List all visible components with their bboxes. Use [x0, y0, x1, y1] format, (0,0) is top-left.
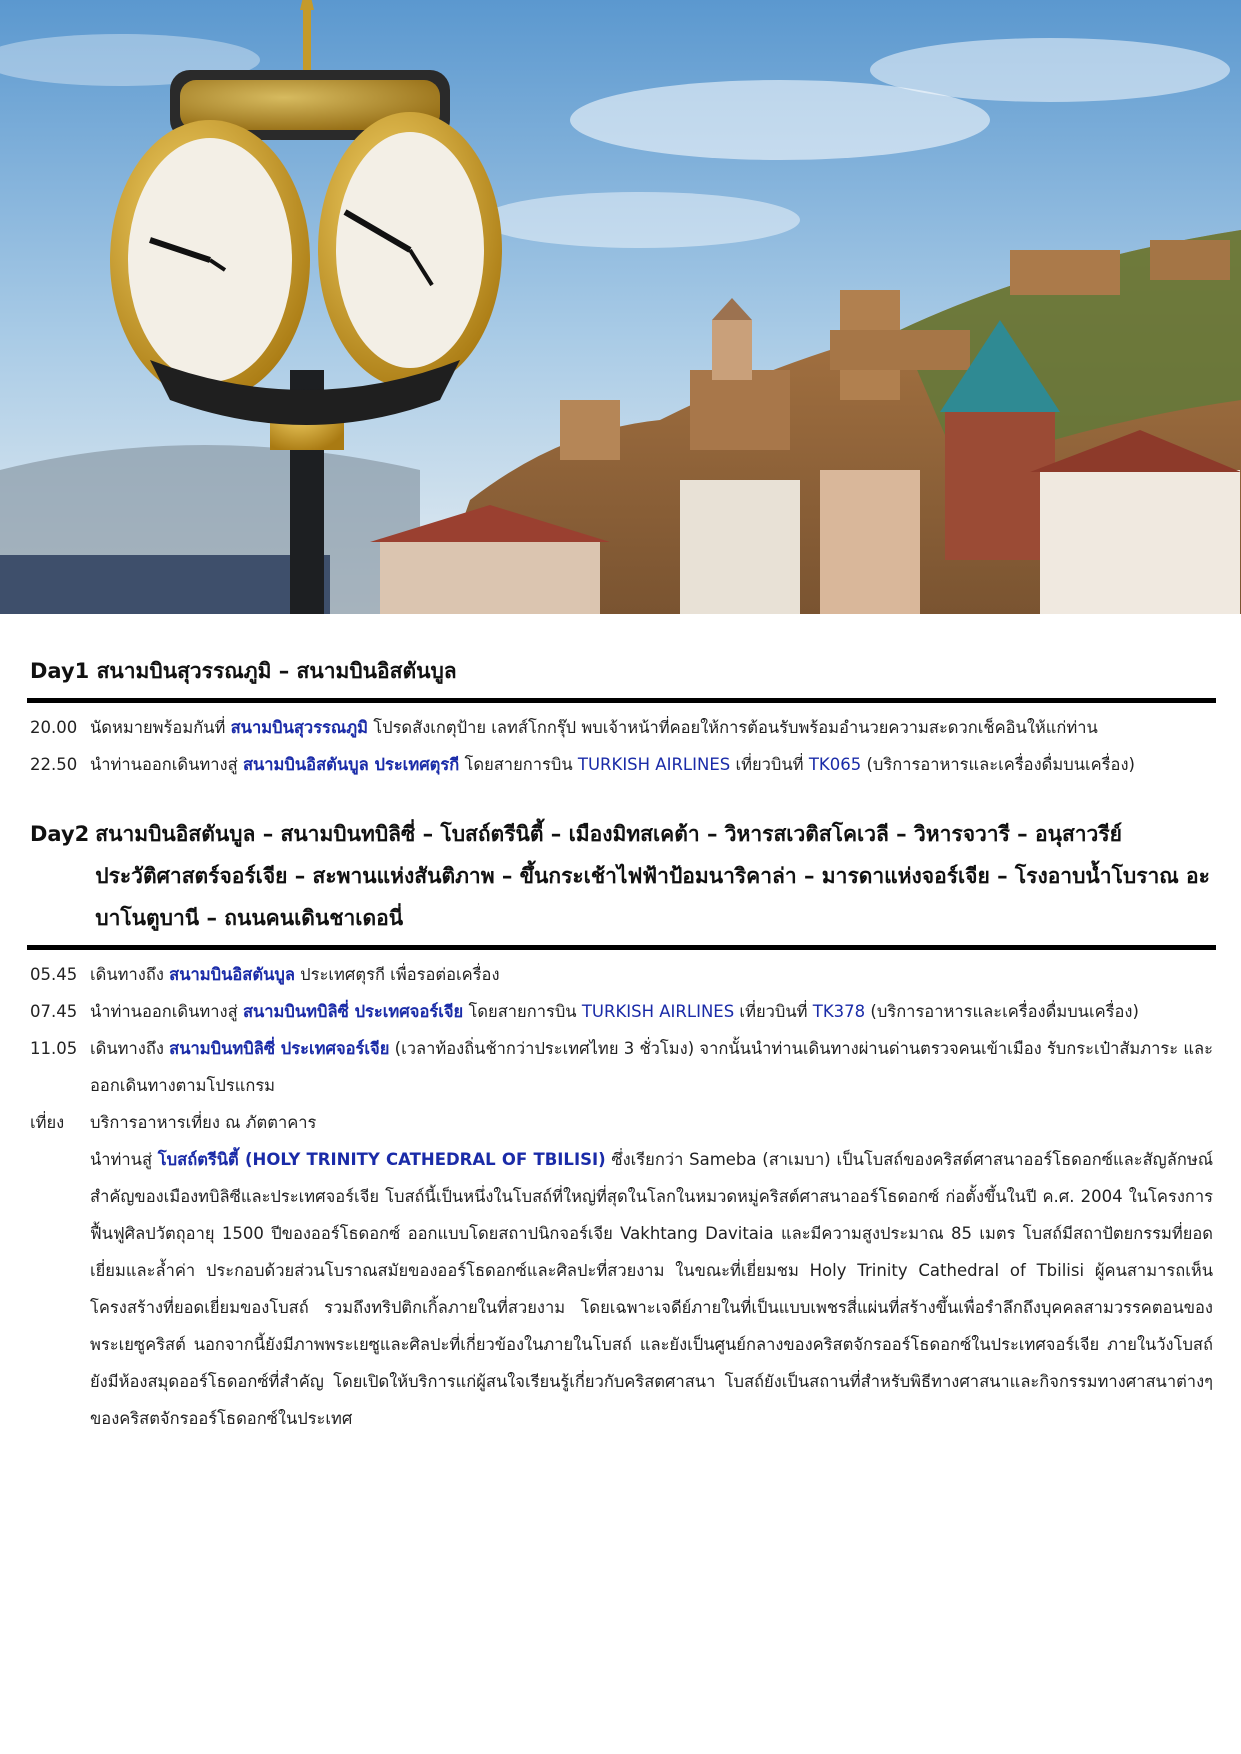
day2-item-2: [30, 993, 1213, 1030]
flight-number: TK378: [812, 1002, 866, 1021]
item-desc: นำท่านออกเดินทางสู่ สนามบินอิสตันบูล ประเทศตุรกี โดยสายการบิน TURKISH AIRLINES เที่ยวบินที่ TK065 (บริการอาหารและเครื่องดื่มบนเครื่อง): [90, 755, 1135, 774]
item-desc: เดินทางถึง สนามบินอิสตันบูล ประเทศตุรกี เพื่อรอต่อเครื่อง: [90, 965, 500, 984]
item-desc: เดินทางถึง สนามบินทบิลิซี่ ประเทศจอร์เจีย (เวลาท้องถิ่นช้ากว่าประเทศไทย 3 ชั่วโมง) จากนั้นนำท่านเดินทางผ่านด่านตรวจคนเข้าเมือง รับกระเป๋าสัมภาระ และออกเดินทางตามโปรแกรม: [90, 1039, 1213, 1095]
item-desc: นัดหมายพร้อมกันที่ สนามบินสุวรรณภูมิ โปรดสังเกตุป้าย เลทส์โกกรุ๊ป พบเจ้าหน้าที่คอยให้การต้อนรับพร้อมอำนวยความสะดวกเช็คอินให้แก่ท่าน: [90, 718, 1098, 737]
cathedral-description: นำท่านสู่ โบสถ์ตรีนิตี้ (HOLY TRINITY CATHEDRAL OF TBILISI) ซึ่งเรียกว่า Sameba (สาเมบา) เป็นโบสถ์ของคริสต์ศาสนาออร์โธดอกซ์และสัญลักษณ์สำคัญของเมืองทบิลิซีและประเทศจอร์เจีย โบสถ์นี้เป็นหนึ่งในโบสถ์ที่ใหญ่ที่สุดในโลกในหมวดหมู่คริสต์ศาสนาออร์โธดอกซ์ ก่อตั้งขึ้นในปี ค.ศ. 2004 ในโครงการฟื้นฟูศิลปวัตถุอายุ 1500 ปีของออร์โธดอกซ์ ออกแบบโดยสถาปนิกจอร์เจีย Vakhtang Davitaia และมีความสูงประมาณ 85 เมตร โบสถ์มีสถาปัตยกรรมที่ยอดเยี่ยมและล้ำค่า ประกอบด้วยส่วนโบราณสมัยของออร์โธดอกซ์และศิลปะที่สวยงาม ในขณะที่เยี่ยมชม Holy Trinity Cathedral of Tbilisi ผู้คนสามารถเห็นโครงสร้างที่ยอดเยี่ยมของโบสถ์ รวมถึงทริปติกเกิ้ลภายในที่สวยงาม โดยเฉพาะเจดีย์ภายในที่เป็นแบบเพชรสี่แผ่นที่สร้างขึ้นเพื่อรำลึกถึงบุคคลสามวรรคตอนของพระเยซูคริสต์ นอกจากนี้ยังมีภาพพระเยซูและศิลปะที่เกี่ยวข้องในภายในโบสถ์ และยังเป็นศูนย์กลางของคริสตจักรออร์โธดอกซ์ในประเทศจอร์เจีย ภายในวังโบสถ์ยังมีห้องสมุดออร์โธดอกซ์ที่สำคัญ โดยเปิดให้บริการแก่ผู้สนใจเรียนรู้เกี่ยวกับคริสตศาสนา โบสถ์ยังเป็นสถานที่สำหรับพิธีทางศาสนาและกิจกรรมทางศาสนาต่างๆ ของคริสตจักรออร์โธดอกซ์ในประเทศ: [90, 1150, 1213, 1428]
day1-heading: [30, 650, 1213, 692]
itinerary-content: [30, 650, 1213, 1437]
item-desc: บริการอาหารเที่ยง ณ ภัตตาคาร: [90, 1113, 317, 1132]
cathedral-name: โบสถ์ตรีนิตี้ (HOLY TRINITY CATHEDRAL OF TBILISI): [157, 1150, 606, 1169]
day2-title: สนามบินอิสตันบูล – สนามบินทบิลิซี่ – โบสถ์ตรีนิตี้ – เมืองมิทสเคต้า – วิหารสเวติสโคเวลี – วิหารจวารี – อนุสาวรีย์ประวัติศาสตร์จอร์เจีย – สะพานแห่งสันติภาพ – ขึ้นกระเช้าไฟฟ้าป้อมนาริคาล่า – มารดาแห่งจอร์เจีย – โรงอาบน้ำโบราณ อะบาโนตูบานี – ถนนคนเดินชาเดอนี่: [95, 822, 1210, 930]
item-time: 07.45: [30, 1002, 78, 1021]
flight-number: TK065: [808, 755, 862, 774]
item-time: 05.45: [30, 965, 78, 984]
section-gap: [30, 783, 1213, 813]
airline-name: TURKISH AIRLINES: [577, 755, 731, 774]
day1-label: Day1: [30, 659, 90, 683]
airline-name: TURKISH AIRLINES: [581, 1002, 735, 1021]
day2-item-4: [30, 1104, 1213, 1141]
day2-item-1: [30, 956, 1213, 993]
day1-item-1: [30, 709, 1213, 746]
day1-divider: [27, 698, 1216, 703]
hero-photo: [0, 0, 1241, 614]
day1-item-2: [30, 746, 1213, 783]
day2-item-3: [30, 1030, 1213, 1104]
day2-label: Day2: [30, 822, 90, 846]
day2-divider: [27, 945, 1216, 950]
item-time: 22.50: [30, 755, 78, 774]
day1-title: สนามบินสุวรรณภูมิ – สนามบินอิสตันบูล: [96, 659, 457, 683]
item-desc: นำท่านออกเดินทางสู่ สนามบินทบิลิซี่ ประเทศจอร์เจีย โดยสายการบิน TURKISH AIRLINES เที่ยวบินที่ TK378 (บริการอาหารและเครื่องดื่มบนเครื่อง): [90, 1002, 1139, 1021]
day2-heading: [30, 813, 1213, 939]
tbilisi-clock-illustration: [0, 0, 1241, 614]
item-time: 20.00: [30, 718, 78, 737]
item-time: เที่ยง: [30, 1113, 65, 1132]
item-time: 11.05: [30, 1039, 78, 1058]
